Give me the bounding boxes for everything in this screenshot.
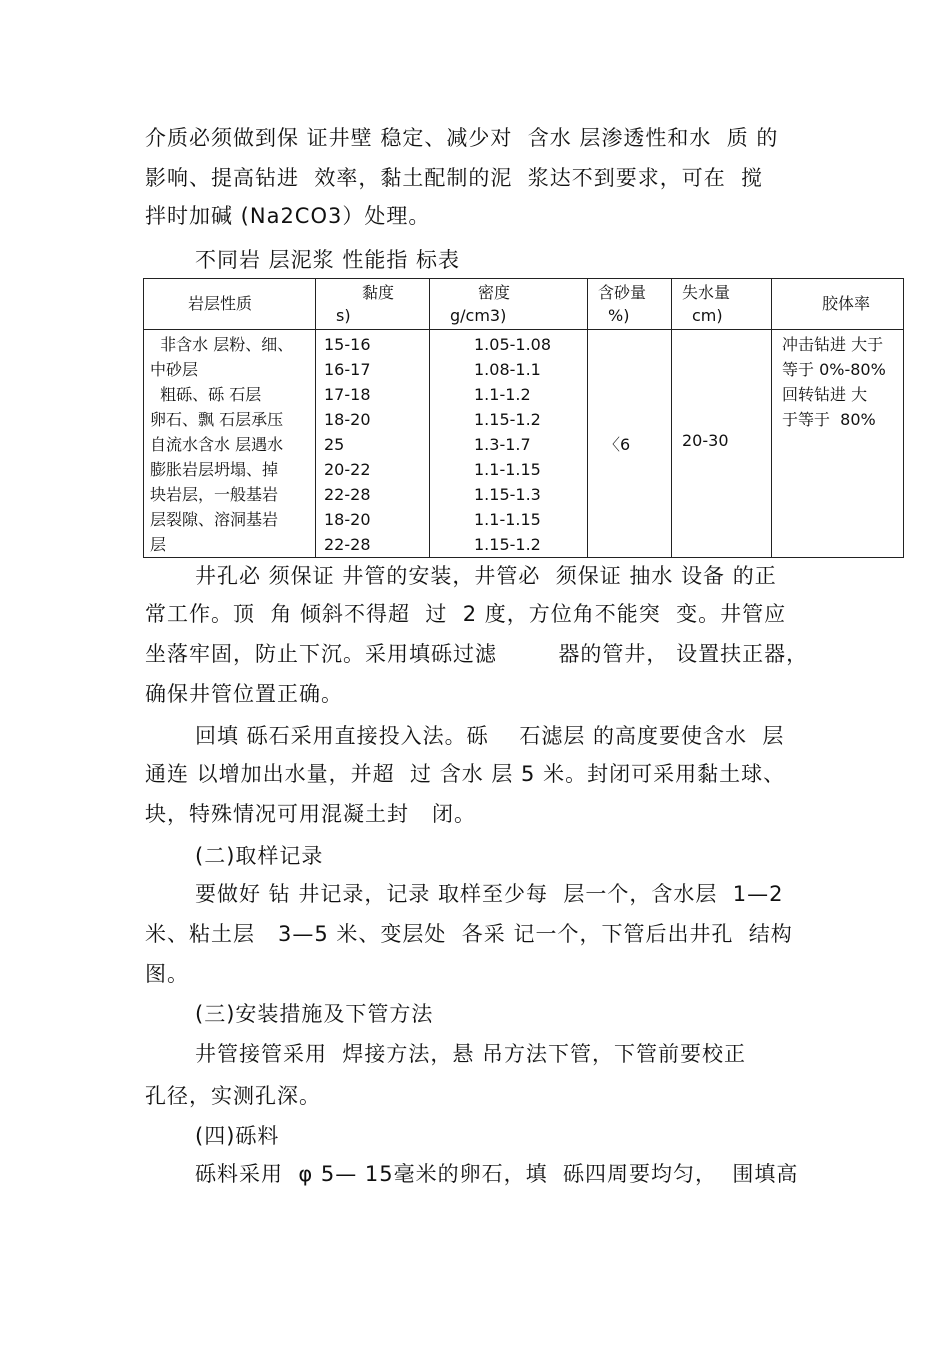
paragraph-1-line-1: 介质必须做到保 证井壁 稳定、减少对 含水 层渗透性和水 质 的 xyxy=(145,126,779,150)
header-sand-unit: %) xyxy=(608,306,630,325)
rock-cell xyxy=(144,330,316,558)
header-colloid xyxy=(772,279,904,330)
header-sand-label: 含砂量 xyxy=(598,283,647,302)
rock-line: 层裂隙、溶洞基岩 xyxy=(150,510,279,529)
rock-line: 非含水 层粉、细、 xyxy=(150,335,294,354)
paragraph-3-line-1: 回填 砾石采用直接投入法。砾 石滤层 的高度要使含水 层 xyxy=(195,724,785,748)
section-2-line-2: 米、粘土层 3—5 米、变层处 各采 记一个，下管后出井孔 结构 xyxy=(145,922,793,946)
header-water-loss-label: 失水量 xyxy=(682,283,731,302)
header-density-unit: g/cm3) xyxy=(450,306,507,325)
paragraph-2-line-2: 常工作。顶 角 倾斜不得超 过 2 度，方位角不能突 变。井管应 xyxy=(145,602,787,626)
header-viscosity-label: 黏度 xyxy=(362,283,395,302)
mud-performance-table xyxy=(143,278,904,558)
paragraph-2-line-1: 井孔必 须保证 井管的安装，井管必 须保证 抽水 设备 的正 xyxy=(195,564,777,588)
paragraph-1-line-3: 拌时加碱 (Na2CO3）处理。 xyxy=(145,204,431,228)
paragraph-3-line-3: 块，特殊情况可用混凝土封 闭。 xyxy=(145,802,477,826)
viscosity-value: 25 xyxy=(324,435,345,454)
density-value: 1.1-1.15 xyxy=(474,460,541,479)
header-density-label: 密度 xyxy=(478,283,511,302)
colloid-line: 于等于 80% xyxy=(782,410,876,429)
sand-value: 〈6 xyxy=(604,435,631,454)
density-value: 1.15-1.2 xyxy=(474,535,541,554)
table-header-row xyxy=(144,279,904,330)
density-value: 1.1-1.2 xyxy=(474,385,531,404)
rock-line: 层 xyxy=(150,535,167,554)
header-rock-label: 岩层性质 xyxy=(188,294,253,313)
rock-line: 自流水含水 层遇水 xyxy=(150,435,284,454)
viscosity-value: 18-20 xyxy=(324,410,371,429)
rock-line: 卵石、飘 石层承压 xyxy=(150,410,284,429)
section-3-line-2: 孔径，实测孔深。 xyxy=(145,1084,321,1108)
viscosity-value: 20-22 xyxy=(324,460,371,479)
header-water-loss-unit: cm) xyxy=(692,306,723,325)
density-value: 1.15-1.2 xyxy=(474,410,541,429)
density-value: 1.3-1.7 xyxy=(474,435,531,454)
density-value: 1.1-1.15 xyxy=(474,510,541,529)
header-colloid-label: 胶体率 xyxy=(822,294,871,313)
rock-line: 块岩层，一般基岩 xyxy=(150,485,279,504)
colloid-line: 等于 0%-80% xyxy=(782,360,886,379)
section-2-heading: (二)取样记录 xyxy=(195,844,324,868)
density-value: 1.05-1.08 xyxy=(474,335,552,354)
paragraph-3-line-2: 通连 以增加出水量，并超 过 含水 层 5 米。封闭可采用黏土球、 xyxy=(145,762,786,786)
viscosity-value: 15-16 xyxy=(324,335,371,354)
section-2-line-1: 要做好 钻 井记录，记录 取样至少每 层一个，含水层 1—2 xyxy=(195,882,784,906)
viscosity-value: 22-28 xyxy=(324,485,371,504)
paragraph-1-line-2: 影响、提高钻进 效率，黏土配制的泥 浆达不到要求，可在 搅 xyxy=(145,166,764,190)
water-loss-value: 20-30 xyxy=(682,431,729,450)
water-loss-cell xyxy=(672,330,772,558)
colloid-cell xyxy=(772,330,904,558)
viscosity-value: 18-20 xyxy=(324,510,371,529)
table-caption: 不同岩 层泥浆 性能指 标表 xyxy=(195,248,461,272)
section-3-heading: (三)安装措施及下管方法 xyxy=(195,1002,434,1026)
viscosity-value: 22-28 xyxy=(324,535,371,554)
section-4-line-1: 砾料采用 φ 5— 15毫米的卵石，填 砾四周要均匀， 围填高 xyxy=(195,1162,799,1186)
sand-cell xyxy=(588,330,672,558)
header-water-loss xyxy=(672,279,772,330)
rock-line: 中砂层 xyxy=(150,360,199,379)
paragraph-2-line-4: 确保井管位置正确。 xyxy=(145,682,343,706)
section-2-line-3: 图。 xyxy=(145,962,189,986)
rock-line: 粗砾、砾 石层 xyxy=(150,385,262,404)
table-body-row xyxy=(144,330,904,558)
header-density xyxy=(430,279,588,330)
header-sand xyxy=(588,279,672,330)
section-3-line-1: 井管接管采用 焊接方法，悬 吊方法下管，下管前要校正 xyxy=(195,1042,747,1066)
viscosity-cell xyxy=(316,330,430,558)
paragraph-2-line-3: 坐落牢固，防止下沉。采用填砾过滤 器的管井， 设置扶正器， xyxy=(145,642,809,666)
density-value: 1.15-1.3 xyxy=(474,485,541,504)
section-4-heading: (四)砾料 xyxy=(195,1124,280,1148)
density-value: 1.08-1.1 xyxy=(474,360,541,379)
colloid-line: 回转钻进 大 xyxy=(782,385,868,404)
rock-line: 膨胀岩层坍塌、掉 xyxy=(150,460,279,479)
viscosity-value: 17-18 xyxy=(324,385,371,404)
header-viscosity-unit: s) xyxy=(336,306,351,325)
header-viscosity xyxy=(316,279,430,330)
density-cell xyxy=(430,330,588,558)
colloid-line: 冲击钻进 大于 xyxy=(782,335,884,354)
header-rock xyxy=(144,279,316,330)
viscosity-value: 16-17 xyxy=(324,360,371,379)
